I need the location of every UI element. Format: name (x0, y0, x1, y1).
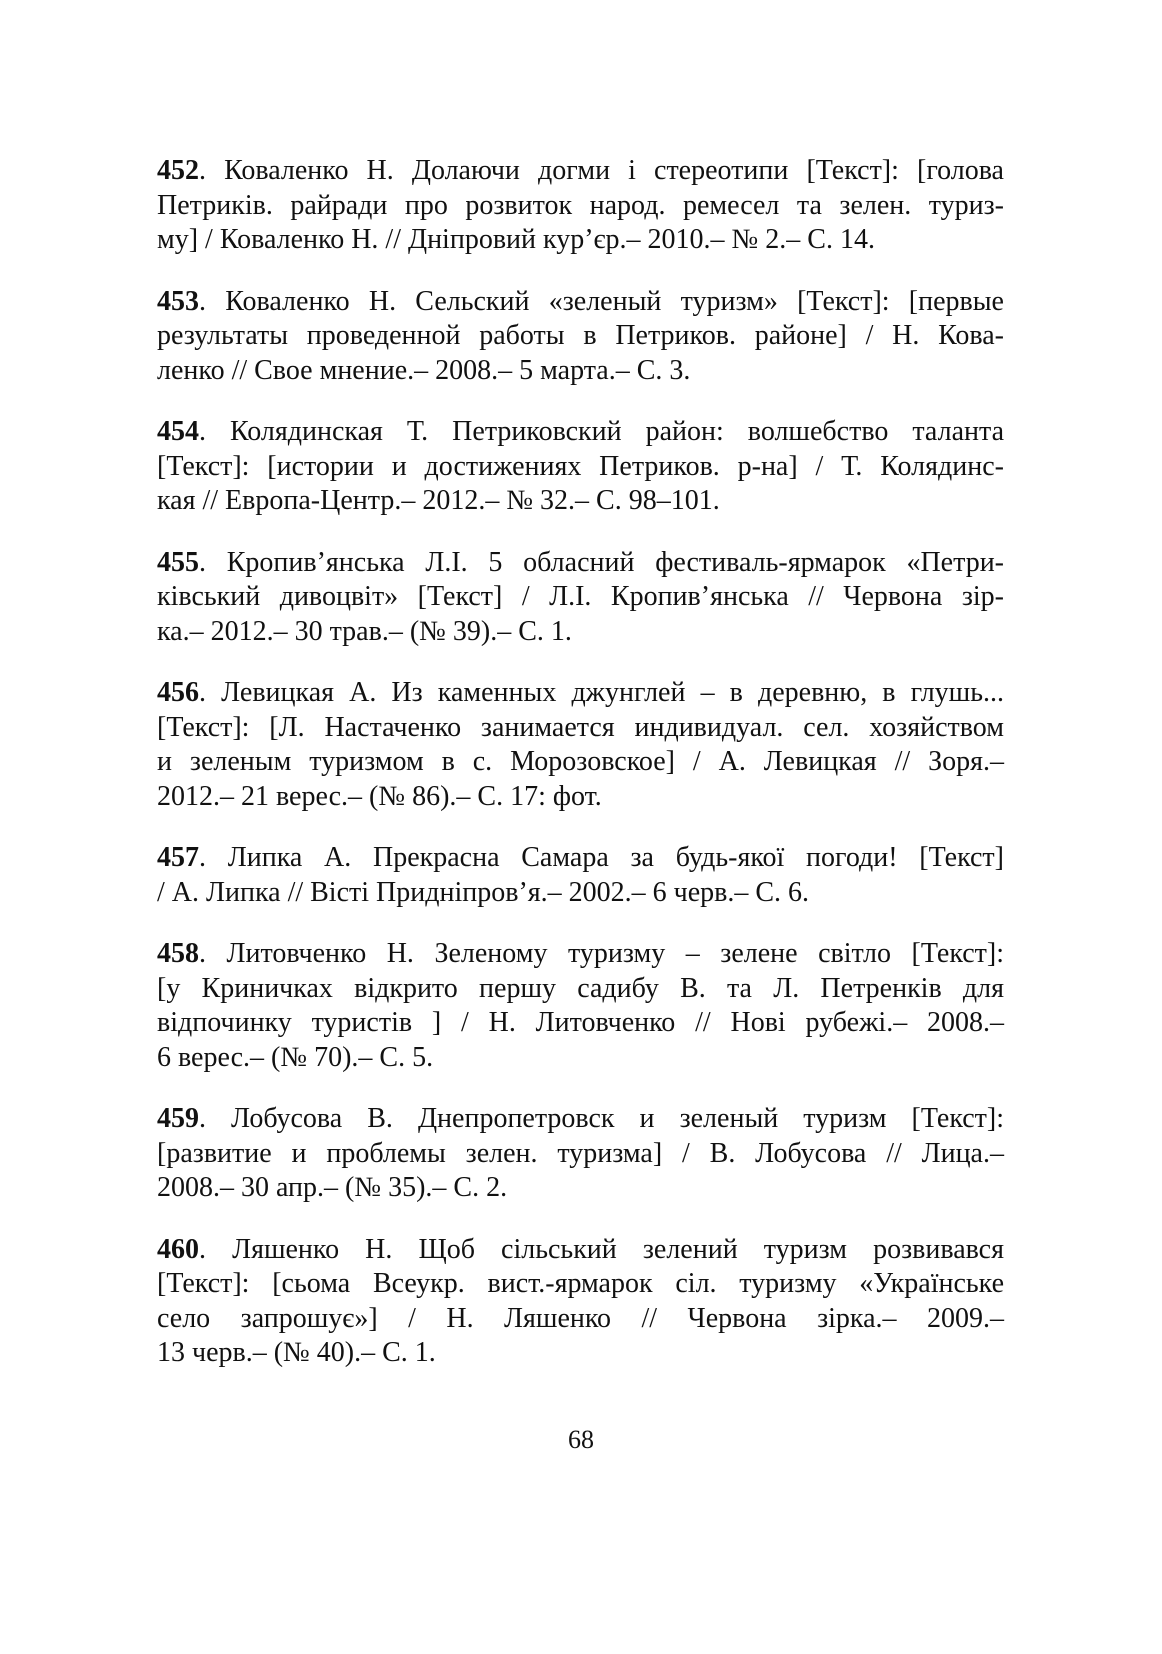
bibliography-entry (157, 415, 1004, 519)
entry-number: 459 (157, 1103, 199, 1134)
entry-text: ленко // Свое мнение.– 2008.– 5 марта.– С. 3. (157, 354, 691, 386)
entry-number: 456 (157, 677, 199, 708)
entry-text: ківський дивоцвіт» [Текст] / Л.І. Кропив’янська // Червона зір- (157, 581, 1004, 612)
entry-line (157, 972, 1004, 1007)
bibliography-entry (157, 1102, 1004, 1206)
bibliography-entry (157, 1233, 1004, 1371)
entry-text: 6 верес.– (№ 70).– С. 5. (157, 1041, 434, 1073)
entry-number: 457 (157, 842, 199, 873)
entry-line (157, 484, 1004, 519)
entry-text: . Липка А. Прекрасна Самара за будь-якої погоди! [Текст] (199, 842, 1004, 873)
entry-line (157, 154, 1004, 189)
entry-line (157, 580, 1004, 615)
entry-text: результаты проведенной работы в Петриков. районе] / Н. Кова- (157, 320, 1004, 351)
entry-text: . Левицкая А. Из каменных джунглей – в деревню, в глушь... (199, 677, 1004, 708)
entry-line (157, 285, 1004, 320)
entry-line (157, 745, 1004, 780)
bibliography-entry (157, 154, 1004, 258)
entry-text: [у Криничках відкрито першу садибу В. та Л. Петренків для (157, 972, 1004, 1004)
entry-text: . Ляшенко Н. Щоб сільський зелений туризм розвивався (199, 1233, 1004, 1265)
entry-text: . Коваленко Н. Долаючи догми і стереотипи [Текст]: [голова (199, 155, 1004, 186)
entry-line (157, 450, 1004, 485)
entry-line (157, 1302, 1004, 1337)
entry-line (157, 1006, 1004, 1041)
entry-text: [Текст]: [Л. Настаченко занимается индивидуал. сел. хозяйством (157, 711, 1004, 743)
entry-number: 453 (157, 285, 199, 317)
entry-text: . Колядинская Т. Петриковский район: волшебство таланта (199, 416, 1004, 447)
entry-text: и зеленым туризмом в с. Морозовское] / А. Левицкая // Зоря.– (157, 746, 1004, 777)
entry-line (157, 711, 1004, 746)
entry-line (157, 354, 1004, 389)
entry-text: . Кропив’янська Л.І. 5 обласний фестиваль-ярмарок «Петри- (199, 546, 1004, 578)
entry-text: му] / Коваленко Н. // Дніпровий кур’єр.– 2010.– № 2.– С. 14. (157, 224, 875, 255)
bibliography-entry (157, 841, 1004, 910)
entry-line (157, 1171, 1004, 1206)
entry-text: кая // Европа-Центр.– 2012.– № 32.– С. 98–101. (157, 485, 720, 516)
entry-text: Петриків. райради про розвиток народ. ремесел та зелен. туриз- (157, 189, 1004, 221)
bibliography-entry (157, 285, 1004, 389)
entry-text: село запрошує»] / Н. Ляшенко // Червона зірка.– 2009.– (157, 1302, 1004, 1334)
page-number: 68 (568, 1425, 594, 1454)
entry-text: ка.– 2012.– 30 трав.– (№ 39).– С. 1. (157, 615, 572, 647)
entry-line (157, 876, 1004, 911)
entry-line (157, 676, 1004, 711)
entry-text: [Текст]: [истории и достижениях Петриков. р-на] / Т. Колядинс- (157, 450, 1004, 482)
entry-text: . Коваленко Н. Сельский «зеленый туризм» [Текст]: [первые (199, 285, 1004, 317)
entry-line (157, 780, 1004, 815)
entry-text: . Литовченко Н. Зеленому туризму – зелене світло [Текст]: (199, 938, 1004, 969)
entry-text: [Текст]: [сьома Всеукр. вист.-ярмарок сіл. туризму «Українське (157, 1268, 1004, 1299)
entry-line (157, 1336, 1004, 1371)
bibliography-entry (157, 676, 1004, 814)
entry-line (157, 1267, 1004, 1302)
entry-line (157, 937, 1004, 972)
entry-line (157, 1137, 1004, 1172)
entry-text: . Лобусова В. Днепропетровск и зеленый туризм [Текст]: (199, 1103, 1004, 1134)
entry-line (157, 546, 1004, 581)
entry-number: 455 (157, 546, 199, 578)
entry-line (157, 1233, 1004, 1268)
entry-line (157, 615, 1004, 650)
entry-text: 2008.– 30 апр.– (№ 35).– С. 2. (157, 1172, 508, 1203)
entry-text: відпочинку туристів ] / Н. Литовченко // Нові рубежі.– 2008.– (157, 1007, 1004, 1038)
bibliography-list (157, 154, 1004, 1398)
bibliography-entry (157, 937, 1004, 1075)
entry-line (157, 1102, 1004, 1137)
entry-line (157, 415, 1004, 450)
entry-line (157, 841, 1004, 876)
entry-text: 2012.– 21 верес.– (№ 86).– С. 17: фот. (157, 780, 602, 812)
entry-line (157, 189, 1004, 224)
entry-text: [развитие и проблемы зелен. туризма] / В. Лобусова // Лица.– (157, 1137, 1004, 1169)
entry-line (157, 1041, 1004, 1076)
entry-number: 452 (157, 155, 199, 186)
entry-number: 454 (157, 416, 199, 447)
entry-text: / А. Липка // Вісті Придніпров’я.– 2002.– 6 черв.– С. 6. (157, 876, 810, 908)
entry-text: 13 черв.– (№ 40).– С. 1. (157, 1337, 436, 1368)
bibliography-entry (157, 546, 1004, 650)
entry-number: 460 (157, 1233, 199, 1265)
entry-line (157, 319, 1004, 354)
entry-line (157, 223, 1004, 258)
entry-number: 458 (157, 938, 199, 969)
